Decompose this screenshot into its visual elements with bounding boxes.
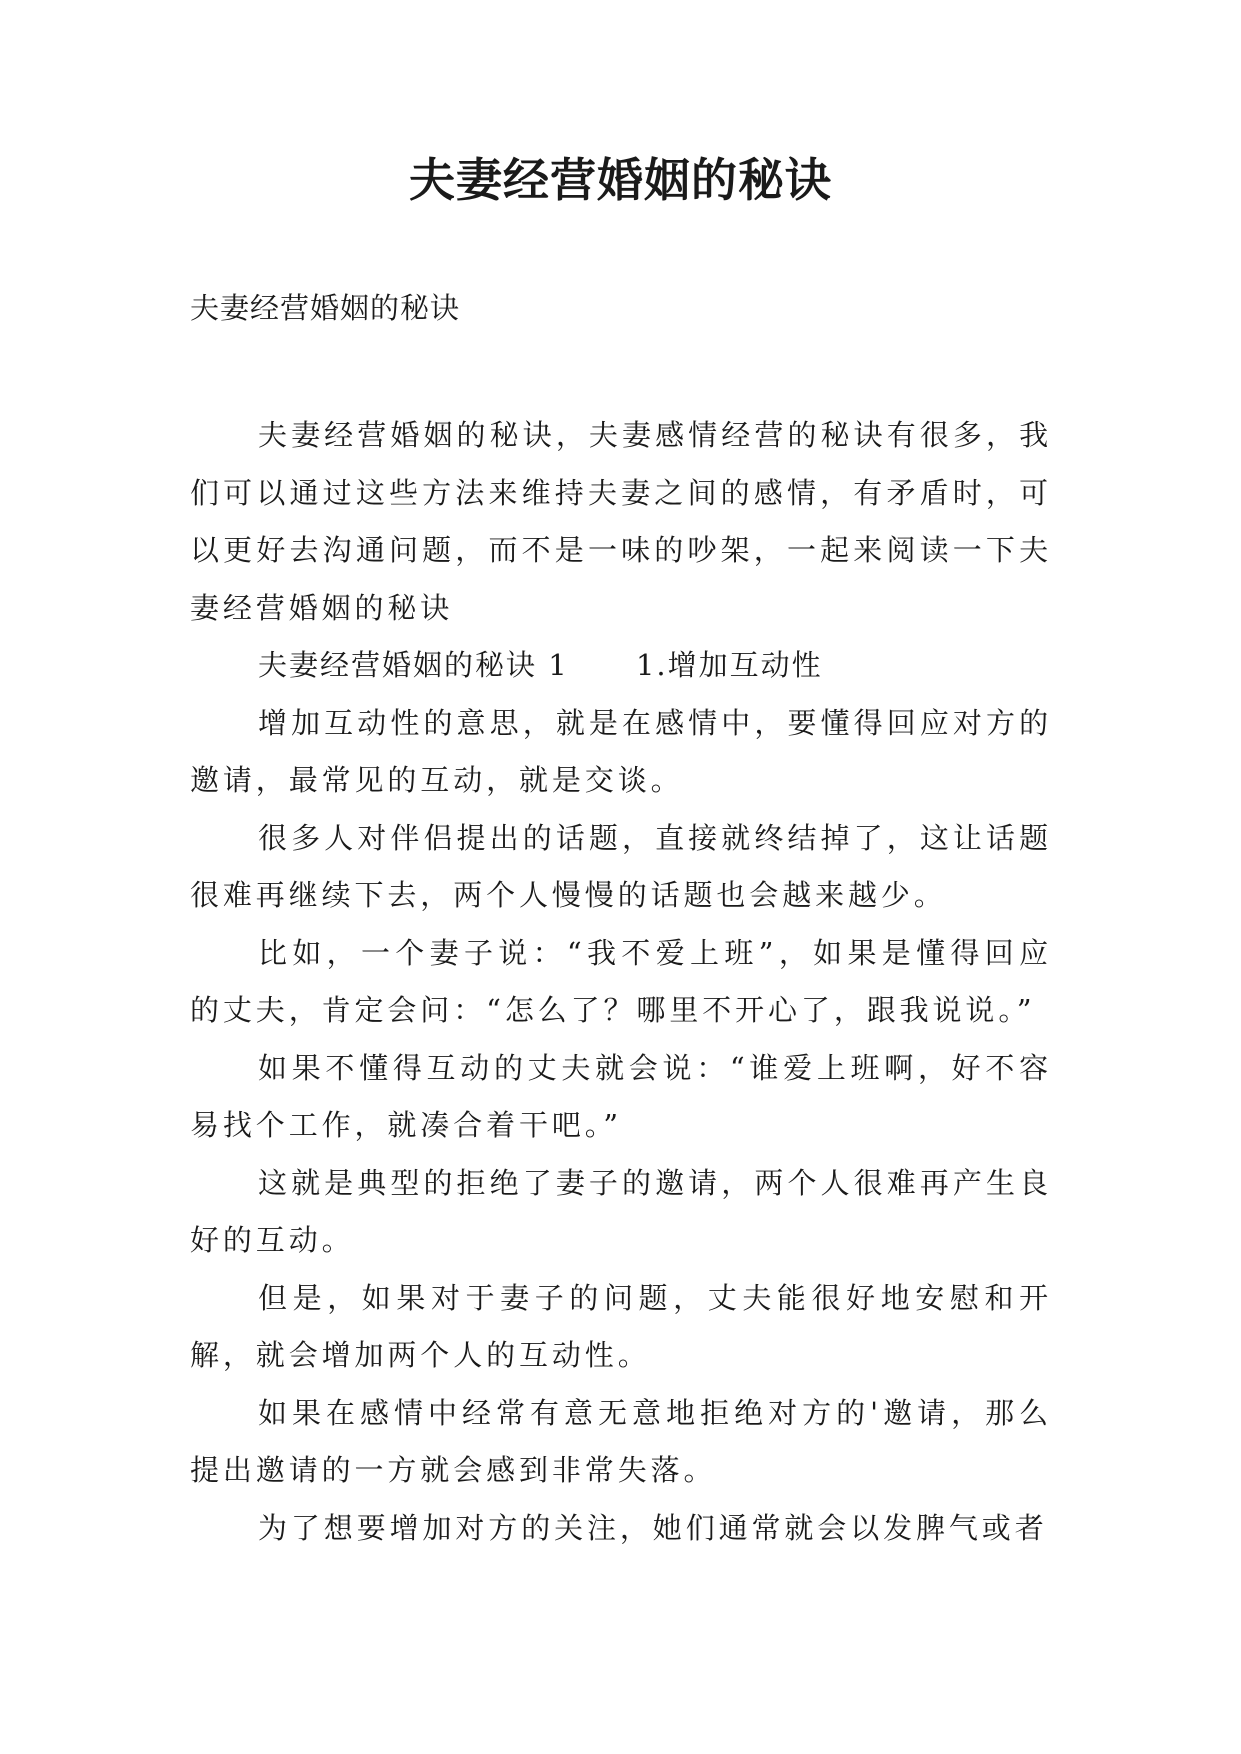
document-subtitle: 夫妻经营婚姻的秘诀 bbox=[190, 291, 461, 325]
document-body bbox=[190, 407, 1052, 1557]
paragraph: 比如，一个妻子说：“我不爱上班”，如果是懂得回应的丈夫，肯定会问：“怎么了？哪里不开心了，跟我说说。” bbox=[190, 935, 1052, 1027]
paragraph: 如果不懂得互动的丈夫就会说：“谁爱上班啊，好不容易找个工作，就凑合着干吧。” bbox=[190, 1050, 1052, 1142]
section-heading: 夫妻经营婚姻的秘诀 1 1.增加互动性 bbox=[258, 648, 823, 682]
paragraph: 为了想要增加对方的关注，她们通常就会以发脾气或者 bbox=[258, 1510, 1048, 1545]
paragraph: 增加互动性的意思，就是在感情中，要懂得回应对方的邀请，最常见的互动，就是交谈。 bbox=[190, 705, 1052, 797]
paragraph: 很多人对伴侣提出的话题，直接就终结掉了，这让话题很难再继续下去，两个人慢慢的话题也会越来越少。 bbox=[190, 820, 1052, 912]
paragraph: 这就是典型的拒绝了妻子的邀请，两个人很难再产生良好的互动。 bbox=[190, 1165, 1052, 1257]
document-title: 夫妻经营婚姻的秘诀 bbox=[409, 153, 832, 207]
paragraph: 如果在感情中经常有意无意地拒绝对方的'邀请，那么提出邀请的一方就会感到非常失落。 bbox=[190, 1395, 1052, 1487]
paragraph-intro: 夫妻经营婚姻的秘诀，夫妻感情经营的秘诀有很多，我们可以通过这些方法来维持夫妻之间的感情，有矛盾时，可以更好去沟通问题，而不是一味的吵架，一起来阅读一下夫妻经营婚姻的秘诀 bbox=[190, 418, 1052, 625]
paragraph: 但是，如果对于妻子的问题，丈夫能很好地安慰和开解，就会增加两个人的互动性。 bbox=[190, 1280, 1052, 1372]
